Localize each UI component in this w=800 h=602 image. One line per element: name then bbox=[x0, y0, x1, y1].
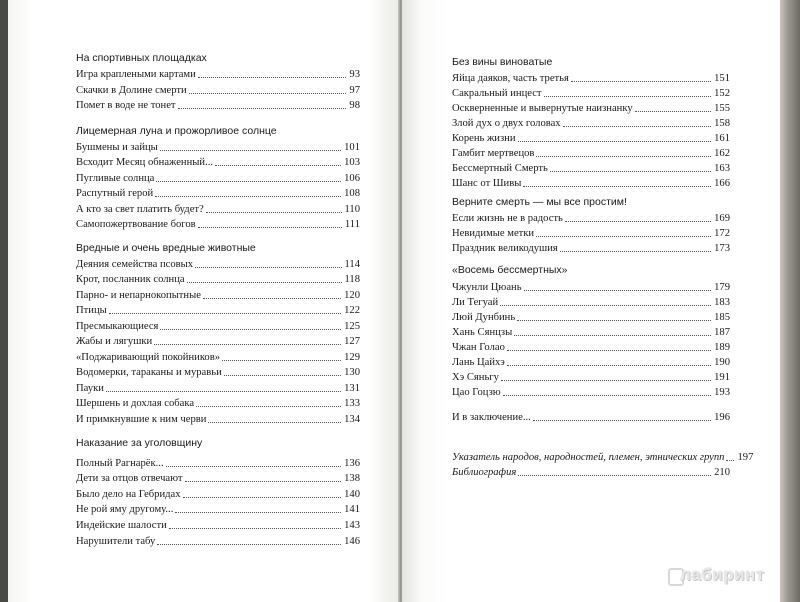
toc-entry[interactable]: «Поджаривающий покойников» 129 bbox=[76, 352, 360, 363]
section-heading: «Восемь бессмертных» bbox=[452, 264, 568, 276]
toc-entry-index[interactable]: Указатель народов, народностей, племен, этнических групп 197 bbox=[452, 452, 754, 463]
toc-entry[interactable]: Дети за отцов отвечают 138 bbox=[76, 473, 360, 484]
toc-entry[interactable]: Бушмены и зайцы 101 bbox=[76, 142, 360, 153]
toc-entry[interactable]: Чжунли Цюань 179 bbox=[452, 282, 730, 293]
toc-entry[interactable]: Распутный герой 108 bbox=[76, 188, 360, 199]
toc-entry[interactable]: Хань Сянцзы 187 bbox=[452, 327, 730, 338]
section-heading: Без вины виноватые bbox=[452, 56, 553, 68]
toc-entry[interactable]: Лань Цайхэ 190 bbox=[452, 357, 730, 368]
toc-entry[interactable]: Самопожертвование богов 111 bbox=[76, 219, 360, 230]
toc-entry[interactable]: Шанс от Шивы 166 bbox=[452, 178, 730, 189]
toc-entry[interactable]: Деяния семейства псовых 114 bbox=[76, 259, 360, 270]
toc-entry[interactable]: Пресмыкающиеся 125 bbox=[76, 321, 360, 332]
toc-entry[interactable]: Сакральный инцест 152 bbox=[452, 88, 730, 99]
toc-entry[interactable]: Цао Гоцзю 193 bbox=[452, 387, 730, 398]
section-heading: Наказание за уголовщину bbox=[76, 437, 203, 449]
toc-entry[interactable]: Невидимые метки 172 bbox=[452, 228, 730, 239]
section-heading: Лицемерная луна и прожорливое солнце bbox=[76, 125, 277, 137]
toc-entry[interactable]: Ли Тегуай 183 bbox=[452, 297, 730, 308]
toc-entry[interactable]: И в заключение... 196 bbox=[452, 412, 730, 423]
toc-entry[interactable]: Яйца даяков, часть третья 151 bbox=[452, 73, 730, 84]
toc-entry[interactable]: Праздник великодушия 173 bbox=[452, 243, 730, 254]
toc-entry[interactable]: Полный Рагнарёк... 136 bbox=[76, 458, 360, 469]
toc-entry[interactable]: Если жизнь не в радость 169 bbox=[452, 213, 730, 224]
toc-entry[interactable]: Нарушители табу 146 bbox=[76, 536, 360, 547]
toc-entry[interactable]: Хэ Сяньгу 191 bbox=[452, 372, 730, 383]
toc-entry[interactable]: Пугливые солнца 106 bbox=[76, 173, 360, 184]
toc-entry-bibliography[interactable]: Библиография 210 bbox=[452, 467, 730, 478]
toc-entry[interactable]: Индейские шалости 143 bbox=[76, 520, 360, 531]
watermark: лабиринт bbox=[680, 565, 765, 584]
toc-entry[interactable]: Было дело на Гебридах 140 bbox=[76, 489, 360, 500]
toc-entry[interactable]: Скачки в Долине смерти 97 bbox=[76, 85, 360, 96]
toc-entry[interactable]: Крот, посланник солнца 118 bbox=[76, 274, 360, 285]
toc-entry[interactable]: Парно- и непарнокопытные 120 bbox=[76, 290, 360, 301]
toc-entry[interactable]: Люй Дунбинь 185 bbox=[452, 312, 730, 323]
toc-entry[interactable]: Шершень и дохлая собака 133 bbox=[76, 398, 360, 409]
toc-entry[interactable]: Оскверненные и вывернутые наизнанку 155 bbox=[452, 103, 730, 114]
section-heading: Верните смерть — мы все простим! bbox=[452, 196, 627, 208]
toc-entry[interactable]: Не рой яму другому... 141 bbox=[76, 504, 360, 515]
toc-entry[interactable]: А кто за свет платить будет? 110 bbox=[76, 204, 360, 215]
section-heading: На спортивных площадках bbox=[76, 52, 207, 64]
toc-entry[interactable]: Бессмертный Смерть 163 bbox=[452, 163, 730, 174]
toc-entry[interactable]: Гамбит мертвецов 162 bbox=[452, 148, 730, 159]
toc-entry[interactable]: Помет в воде не тонет 98 bbox=[76, 100, 360, 111]
toc-entry[interactable]: Игра краплеными картами 93 bbox=[76, 69, 360, 80]
toc-entry[interactable]: Птицы 122 bbox=[76, 305, 360, 316]
toc-entry[interactable]: И примкнувшие к ним черви 134 bbox=[76, 414, 360, 425]
toc-entry[interactable]: Корень жизни 161 bbox=[452, 133, 730, 144]
toc-entry[interactable]: Пауки 131 bbox=[76, 383, 360, 394]
toc-entry[interactable]: Чжан Голао 189 bbox=[452, 342, 730, 353]
section-heading: Вредные и очень вредные животные bbox=[76, 242, 256, 254]
toc-entry[interactable]: Водомерки, тараканы и муравьи 130 bbox=[76, 367, 360, 378]
page-edge bbox=[780, 0, 800, 602]
toc-entry[interactable]: Всходит Месяц обнаженный... 103 bbox=[76, 157, 360, 168]
toc-entry[interactable]: Жабы и лягушки 127 bbox=[76, 336, 360, 347]
toc-entry[interactable]: Злой дух о двух головах 158 bbox=[452, 118, 730, 129]
